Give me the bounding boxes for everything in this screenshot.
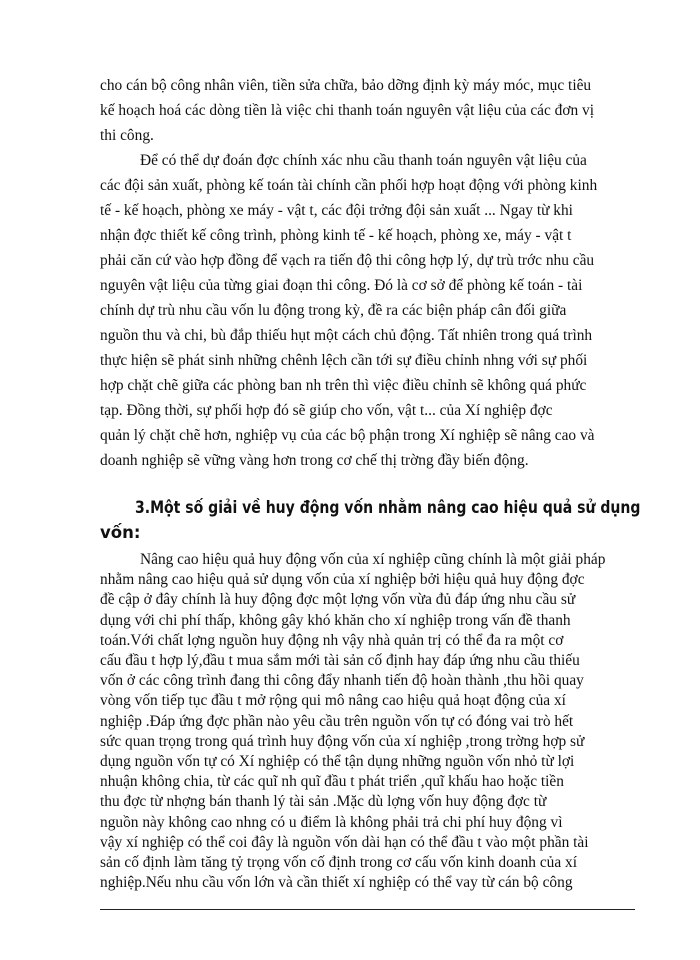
paragraph-2-line: chính dự trù nhu cầu vốn lu động trong kỳ, đề ra các biện pháp cân đối giữa xyxy=(100,302,567,319)
paragraph-3-line: toán.Với chất lợng nguồn huy động nh vậy nhà quản trị có thể đa ra một cơ xyxy=(100,631,564,649)
paragraph-2-line: nguyên vật liệu của từng giai đoạn thi công. Đó là cơ sở để phòng kế toán - tài xyxy=(100,277,583,294)
section-heading: vốn: xyxy=(100,523,141,542)
paragraph-1-line: kế hoạch hoá các dòng tiền là việc chi thanh toán nguyên vật liệu của các đơn vị xyxy=(100,102,595,119)
paragraph-3-line: vốn ở các công trình đang thi công đẩy nhanh tiến độ hoàn thành ,thu hồi quay xyxy=(100,672,584,690)
paragraph-2-line: doanh nghiệp sẽ vững vàng hơn trong cơ chế thị trờng đầy biến động. xyxy=(100,452,529,469)
paragraph-2-line: tế - kế hoạch, phòng xe máy - vật t, các đội trởng đội sản xuất ... Ngay từ khi xyxy=(100,202,573,219)
paragraph-3-line: nhằm nâng cao hiệu quả sử dụng vốn của xí nghiệp bởi hiệu quả huy động đợc xyxy=(100,571,585,589)
paragraph-3-line: nhuận không chia, từ các quĩ nh quĩ đầu t phát triển ,quĩ khấu hao hoặc tiền xyxy=(100,773,564,791)
paragraph-2-line: phải căn cứ vào hợp đồng để vạch ra tiến độ thi công hợp lý, dự trù trớc nhu cầu xyxy=(100,252,595,269)
paragraph-3-line: đề cập ở đây chính là huy động đợc một lợng vốn vừa đủ đáp ứng nhu cầu sử xyxy=(100,591,576,609)
paragraph-3-line: Nâng cao hiệu quả huy động vốn của xí nghiệp cũng chính là một giải pháp xyxy=(140,551,606,568)
paragraph-3-line: cấu đầu t hợp lý,đầu t mua sắm mới tài sản cố định hay đáp ứng nhu cầu thiếu xyxy=(100,652,580,669)
paragraph-2-line: nguồn thu và chi, bù đắp thiếu hụt một cách chủ động. Tất nhiên trong quá trình xyxy=(100,327,593,344)
paragraph-2-line: thực hiện sẽ phát sinh những chênh lệch cần tới sự điều chỉnh nhng với sự phối xyxy=(100,352,588,369)
section-heading: 3.Một số giải về huy động vốn nhằm nâng cao hiệu quả sử dụng xyxy=(135,498,641,517)
paragraph-3-line: dụng với chi phí thấp, không gây khó khăn cho xí nghiệp trong vấn đề thanh xyxy=(100,611,571,629)
paragraph-3-line: thu đợc từ nhợng bán thanh lý tài sản .Mặc dù lợng vốn huy động đợc từ xyxy=(100,793,547,811)
paragraph-2-line: nhận đợc thiết kế công trình, phòng kinh tế - kế hoạch, phòng xe, máy - vật t xyxy=(100,227,572,244)
paragraph-3-line: vậy xí nghiệp có thể coi đây là nguồn vốn dài hạn có thể đầu t vào một phần tài xyxy=(100,833,589,851)
footer-rule xyxy=(100,909,635,910)
paragraph-1-line: thi công. xyxy=(100,127,154,144)
paragraph-3-line: sản cố định làm tăng tỷ trọng vốn cố định trong cơ cấu vốn kinh doanh của xí xyxy=(100,854,578,871)
paragraph-1-line: cho cán bộ công nhân viên, tiền sửa chữa, bảo dỡng định kỳ máy móc, mục tiêu xyxy=(100,77,592,94)
paragraph-3-line: dụng nguồn vốn tự có Xí nghiệp có thể tận dụng những nguồn vốn nhỏ từ lợi xyxy=(100,753,575,770)
paragraph-3-line: sức quan trọng trong quá trình huy động vốn của xí nghiệp ,trong trờng hợp sử xyxy=(100,732,585,750)
paragraph-3-line: nghiệp.Nếu nhu cầu vốn lớn và cần thiết xí nghiệp có thể vay từ cán bộ công xyxy=(100,874,573,892)
paragraph-3-line: nguồn này không cao nhng có u điểm là không phải trả chi phí huy động vì xyxy=(100,813,563,831)
paragraph-3-line: vòng vốn tiếp tục đầu t mở rộng qui mô nâng cao hiệu quả hoạt động của xí xyxy=(100,692,566,710)
paragraph-2-line: hợp chặt chẽ giữa các phòng ban nh trên thì việc điều chỉnh sẽ không quá phức xyxy=(100,377,587,394)
paragraph-2-line: Để có thể dự đoán đợc chính xác nhu cầu thanh toán nguyên vật liệu của xyxy=(140,152,587,169)
paragraph-2-line: tạp. Đồng thời, sự phối hợp đó sẽ giúp cho vốn, vật t... của Xí nghiệp đợc xyxy=(100,402,553,419)
paragraph-2-line: các đội sản xuất, phòng kế toán tài chính cần phối hợp hoạt động với phòng kinh xyxy=(100,177,598,194)
paragraph-2-line: quản lý chặt chẽ hơn, nghiệp vụ của các bộ phận trong Xí nghiệp sẽ nâng cao và xyxy=(100,427,595,444)
paragraph-3-line: nghiệp .Đáp ứng đợc phần nào yêu cầu trên nguồn vốn tự có đóng vai trò hết xyxy=(100,712,574,730)
